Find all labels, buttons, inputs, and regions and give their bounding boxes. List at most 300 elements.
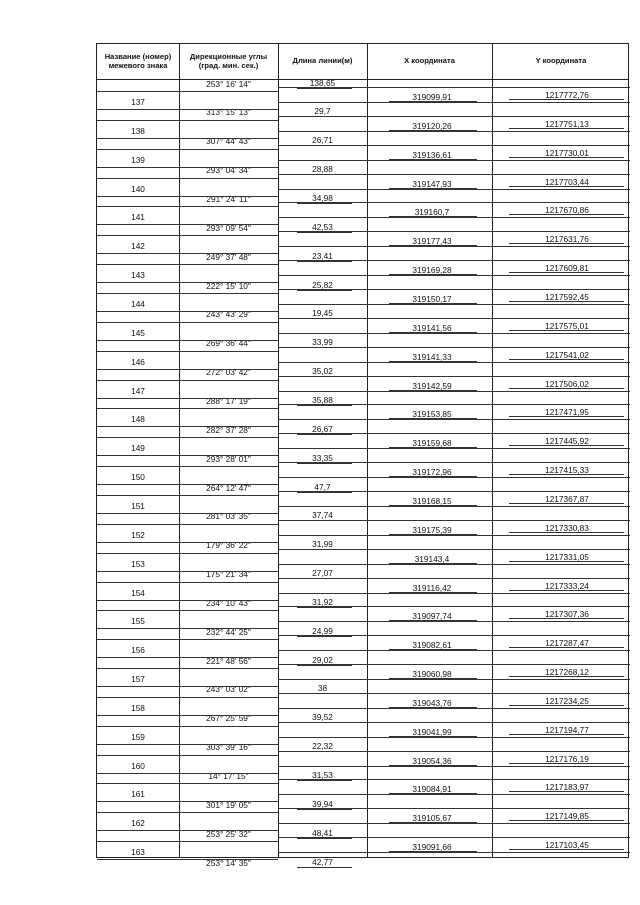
row-divider bbox=[278, 448, 630, 449]
coord-rule bbox=[509, 734, 624, 735]
row-divider bbox=[278, 246, 630, 247]
coord-rule bbox=[389, 332, 477, 333]
point-y: 1217445,92 bbox=[545, 436, 589, 447]
point-x: 319160,7 bbox=[414, 207, 450, 218]
segment-length: 26,67 bbox=[312, 423, 333, 434]
segment-angle: 293° 28' 01" bbox=[206, 453, 251, 464]
segment-angle: 253° 25' 32" bbox=[206, 828, 251, 839]
row-divider bbox=[97, 466, 278, 467]
row-divider bbox=[97, 322, 278, 323]
row-divider bbox=[97, 859, 278, 860]
row-divider bbox=[278, 202, 630, 203]
row-divider bbox=[97, 686, 278, 687]
row-divider bbox=[97, 600, 278, 601]
segment-length: 33,99 bbox=[312, 337, 333, 348]
point-y: 1217631,76 bbox=[545, 234, 589, 245]
coord-rule bbox=[389, 159, 477, 160]
row-divider bbox=[278, 635, 630, 636]
point-number: 154 bbox=[131, 587, 145, 598]
point-number: 152 bbox=[131, 529, 145, 540]
row-divider bbox=[278, 189, 630, 190]
segment-length: 19,45 bbox=[312, 308, 333, 319]
header-x: X координата bbox=[404, 56, 455, 66]
coord-rule bbox=[509, 590, 624, 591]
point-x: 319116,42 bbox=[412, 582, 452, 593]
row-divider bbox=[97, 206, 278, 207]
coord-rule bbox=[509, 186, 624, 187]
row-divider bbox=[278, 491, 630, 492]
row-divider bbox=[278, 289, 630, 290]
segment-angle: 288° 17' 19" bbox=[206, 395, 251, 406]
segment-length: 22,32 bbox=[312, 741, 333, 752]
point-number: 161 bbox=[131, 789, 145, 800]
row-divider bbox=[278, 217, 630, 218]
column-divider bbox=[492, 44, 493, 857]
row-divider bbox=[97, 293, 278, 294]
row-divider bbox=[278, 823, 630, 824]
segment-length: 23,41 bbox=[312, 250, 333, 261]
point-number: 145 bbox=[131, 327, 145, 338]
point-x: 319097,74 bbox=[412, 611, 452, 622]
row-divider bbox=[278, 116, 630, 117]
coord-rule bbox=[389, 707, 477, 708]
row-divider bbox=[278, 347, 630, 348]
coord-rule bbox=[509, 243, 624, 244]
row-divider bbox=[97, 495, 278, 496]
coord-rule bbox=[389, 274, 477, 275]
coord-rule bbox=[389, 390, 477, 391]
row-divider bbox=[97, 697, 278, 698]
point-x: 319141,56 bbox=[412, 322, 452, 333]
row-divider bbox=[97, 755, 278, 756]
row-divider bbox=[97, 773, 278, 774]
row-divider bbox=[97, 783, 278, 784]
coord-rule bbox=[389, 245, 477, 246]
point-y: 1217287,47 bbox=[545, 638, 589, 649]
segment-angle: 291° 24' 11" bbox=[206, 194, 251, 204]
header-length: Длина линии(м) bbox=[292, 56, 353, 66]
row-divider bbox=[97, 726, 278, 727]
segment-length: 31,92 bbox=[312, 596, 333, 607]
point-number: 155 bbox=[131, 616, 145, 627]
point-x: 319041,99 bbox=[412, 726, 452, 737]
row-divider bbox=[278, 779, 630, 780]
segment-length: 28,88 bbox=[312, 164, 333, 175]
segment-angle: 264° 12' 47" bbox=[206, 482, 251, 493]
row-divider bbox=[278, 751, 630, 752]
segment-angle: 307° 44' 43" bbox=[206, 136, 251, 147]
point-y: 1217575,01 bbox=[545, 320, 589, 331]
row-divider bbox=[278, 621, 630, 622]
segment-length: 35,88 bbox=[312, 394, 333, 405]
row-divider bbox=[97, 437, 278, 438]
coord-rule bbox=[389, 505, 477, 506]
coord-rule bbox=[509, 705, 624, 706]
point-y: 1217592,45 bbox=[545, 292, 589, 302]
row-divider bbox=[278, 131, 630, 132]
row-divider bbox=[97, 224, 278, 225]
point-y: 1217194,77 bbox=[545, 724, 589, 735]
point-y: 1217415,33 bbox=[545, 465, 589, 476]
coord-rule bbox=[509, 647, 624, 648]
point-x: 319177,43 bbox=[412, 236, 452, 247]
point-y: 1217367,87 bbox=[545, 493, 589, 504]
point-x: 319084,91 bbox=[412, 784, 452, 795]
segment-length: 25,82 bbox=[312, 279, 333, 290]
row-divider bbox=[97, 812, 278, 813]
segment-rule bbox=[297, 867, 352, 868]
segment-angle: 253° 14' 35" bbox=[206, 857, 251, 868]
point-number: 138 bbox=[131, 125, 145, 136]
row-divider bbox=[97, 398, 278, 399]
segment-angle: 293° 09' 54" bbox=[206, 222, 251, 233]
row-divider bbox=[278, 737, 630, 738]
point-y: 1217268,12 bbox=[545, 667, 589, 677]
coord-rule bbox=[509, 301, 624, 302]
point-number: 146 bbox=[131, 356, 145, 367]
segment-angle: 269° 36' 44" bbox=[206, 338, 251, 349]
point-y: 1217103,45 bbox=[545, 840, 589, 851]
row-divider bbox=[278, 404, 630, 405]
row-divider bbox=[278, 174, 630, 175]
coord-rule bbox=[389, 563, 477, 564]
header-angle: Дирекционные углы (град. мин. сек.) bbox=[189, 52, 268, 70]
segment-angle: 232° 44' 25" bbox=[206, 626, 251, 637]
row-divider bbox=[278, 477, 630, 478]
row-divider bbox=[97, 582, 278, 583]
coord-rule bbox=[509, 157, 624, 158]
segment-angle: 303° 39' 16" bbox=[206, 742, 251, 753]
row-divider bbox=[97, 715, 278, 716]
coord-rule bbox=[509, 532, 624, 533]
point-number: 144 bbox=[131, 299, 145, 309]
point-y: 1217333,24 bbox=[545, 580, 589, 591]
row-divider bbox=[278, 578, 630, 579]
coord-rule bbox=[509, 561, 624, 562]
row-divider bbox=[97, 455, 278, 456]
coord-rule bbox=[389, 303, 477, 304]
row-divider bbox=[97, 264, 278, 265]
segment-angle: 253° 16' 14" bbox=[206, 78, 251, 89]
row-divider bbox=[97, 282, 278, 283]
row-divider bbox=[278, 808, 630, 809]
row-divider bbox=[97, 408, 278, 409]
row-divider bbox=[97, 657, 278, 658]
coord-rule bbox=[509, 214, 624, 215]
segment-angle: 243° 03' 02" bbox=[206, 684, 251, 695]
row-divider bbox=[278, 433, 630, 434]
row-divider bbox=[97, 524, 278, 525]
row-divider bbox=[278, 535, 630, 536]
row-divider bbox=[278, 304, 630, 305]
segment-length: 48,41 bbox=[312, 827, 333, 838]
coord-rule bbox=[509, 503, 624, 504]
coord-rule bbox=[509, 388, 624, 389]
row-divider bbox=[97, 351, 278, 352]
point-number: 162 bbox=[131, 818, 145, 829]
coord-rule bbox=[509, 763, 624, 764]
point-x: 319172,96 bbox=[412, 467, 452, 478]
point-number: 156 bbox=[131, 645, 145, 656]
row-divider bbox=[97, 668, 278, 669]
point-number: 151 bbox=[131, 500, 145, 511]
segment-length: 37,74 bbox=[312, 510, 333, 521]
point-x: 319153,85 bbox=[412, 409, 452, 420]
coordinate-table bbox=[96, 43, 629, 868]
point-y: 1217670,86 bbox=[545, 205, 589, 216]
coord-rule bbox=[509, 128, 624, 129]
segment-length: 35,02 bbox=[312, 366, 333, 377]
point-number: 149 bbox=[131, 443, 145, 454]
segment-length: 47,7 bbox=[314, 481, 331, 492]
row-divider bbox=[278, 593, 630, 594]
row-divider bbox=[278, 333, 630, 334]
row-divider bbox=[278, 693, 630, 694]
row-divider bbox=[278, 391, 630, 392]
coord-rule bbox=[389, 447, 477, 448]
row-divider bbox=[278, 462, 630, 463]
point-number: 157 bbox=[131, 674, 145, 684]
row-divider bbox=[278, 102, 630, 103]
coord-rule bbox=[389, 534, 477, 535]
row-divider bbox=[97, 639, 278, 640]
row-divider bbox=[278, 549, 630, 550]
coord-rule bbox=[389, 649, 477, 650]
row-divider bbox=[278, 722, 630, 723]
point-x: 319150,17 bbox=[412, 294, 452, 304]
segment-angle: 272° 03' 42" bbox=[206, 367, 251, 378]
point-x: 319169,28 bbox=[412, 265, 452, 276]
point-number: 139 bbox=[131, 154, 145, 165]
coord-rule bbox=[509, 445, 624, 446]
segment-length: 38 bbox=[317, 683, 328, 694]
row-divider bbox=[97, 513, 278, 514]
point-x: 319175,39 bbox=[412, 524, 452, 535]
point-x: 319054,36 bbox=[412, 755, 452, 766]
segment-length: 27,07 bbox=[312, 568, 333, 578]
row-divider bbox=[278, 318, 630, 319]
segment-angle: 175° 21' 34" bbox=[206, 569, 251, 579]
coord-rule bbox=[389, 361, 477, 362]
row-divider bbox=[97, 830, 278, 831]
row-divider bbox=[97, 253, 278, 254]
row-divider bbox=[97, 149, 278, 150]
header-name: Название (номер) межевого знака bbox=[104, 52, 172, 70]
segment-length: 39,52 bbox=[312, 712, 333, 723]
point-y: 1217541,02 bbox=[545, 349, 589, 360]
segment-angle: 301° 19' 05" bbox=[206, 799, 251, 810]
point-y: 1217471,95 bbox=[545, 407, 589, 418]
row-divider bbox=[97, 744, 278, 745]
coord-rule bbox=[389, 476, 477, 477]
point-number: 143 bbox=[131, 270, 145, 281]
point-x: 319147,93 bbox=[412, 178, 452, 189]
segment-length: 42,53 bbox=[312, 221, 333, 232]
point-y: 1217234,25 bbox=[545, 695, 589, 706]
point-x: 319120,26 bbox=[412, 120, 452, 131]
row-divider bbox=[97, 610, 278, 611]
row-divider bbox=[97, 120, 278, 121]
point-y: 1217307,36 bbox=[545, 609, 589, 620]
segment-length: 33,35 bbox=[312, 452, 333, 463]
coord-rule bbox=[509, 474, 624, 475]
segment-angle: 282° 37' 28" bbox=[206, 424, 251, 435]
coord-rule bbox=[389, 188, 477, 189]
row-divider bbox=[97, 571, 278, 572]
row-divider bbox=[278, 606, 630, 607]
row-divider bbox=[97, 167, 278, 168]
point-y: 1217506,02 bbox=[545, 378, 589, 389]
segment-angle: 14° 17' 15" bbox=[208, 771, 249, 781]
segment-length: 31,53 bbox=[312, 770, 333, 780]
row-divider bbox=[97, 380, 278, 381]
coord-rule bbox=[389, 736, 477, 737]
point-y: 1217176,19 bbox=[545, 753, 589, 764]
column-divider bbox=[367, 44, 368, 857]
segment-angle: 281° 03' 35" bbox=[206, 511, 251, 522]
segment-angle: 179° 36' 22" bbox=[206, 540, 251, 551]
row-divider bbox=[97, 311, 278, 312]
segment-length: 24,99 bbox=[312, 625, 333, 636]
row-divider bbox=[278, 160, 630, 161]
row-divider bbox=[97, 340, 278, 341]
coord-rule bbox=[509, 272, 624, 273]
row-divider bbox=[278, 260, 630, 261]
point-number: 160 bbox=[131, 760, 145, 771]
point-x: 319141,33 bbox=[412, 351, 452, 362]
coord-rule bbox=[509, 676, 624, 677]
point-number: 148 bbox=[131, 414, 145, 425]
point-y: 1217772,76 bbox=[545, 90, 589, 100]
coord-rule bbox=[389, 851, 477, 852]
point-number: 150 bbox=[131, 472, 145, 483]
row-divider bbox=[278, 506, 630, 507]
row-divider bbox=[97, 801, 278, 802]
coord-rule bbox=[509, 820, 624, 821]
point-number: 141 bbox=[131, 212, 145, 223]
row-divider bbox=[278, 852, 630, 853]
point-x: 319043,76 bbox=[412, 697, 452, 708]
coord-rule bbox=[389, 678, 477, 679]
row-divider bbox=[278, 362, 630, 363]
point-y: 1217730,01 bbox=[545, 147, 589, 158]
point-number: 147 bbox=[131, 385, 145, 396]
point-x: 319142,59 bbox=[412, 380, 452, 391]
point-number: 140 bbox=[131, 183, 145, 194]
point-x: 319091,66 bbox=[412, 842, 452, 853]
coord-rule bbox=[509, 791, 624, 792]
row-divider bbox=[278, 650, 630, 651]
coord-rule bbox=[509, 330, 624, 331]
point-number: 163 bbox=[131, 847, 145, 858]
row-divider bbox=[278, 275, 630, 276]
row-divider bbox=[278, 794, 630, 795]
point-y: 1217330,83 bbox=[545, 522, 589, 533]
segment-length: 29,02 bbox=[312, 654, 333, 665]
row-divider bbox=[97, 196, 278, 197]
segment-length: 26,71 bbox=[312, 135, 333, 146]
point-number: 137 bbox=[131, 97, 145, 107]
row-divider bbox=[97, 91, 278, 92]
row-divider bbox=[278, 664, 630, 665]
segment-angle: 267° 25' 59" bbox=[206, 713, 251, 724]
segment-length: 39,94 bbox=[312, 798, 333, 809]
point-x: 319099,91 bbox=[412, 92, 452, 102]
row-divider bbox=[278, 231, 630, 232]
row-divider bbox=[278, 145, 630, 146]
row-divider bbox=[97, 369, 278, 370]
segment-angle: 249° 37' 48" bbox=[206, 251, 251, 262]
row-divider bbox=[97, 628, 278, 629]
point-number: 142 bbox=[131, 241, 145, 252]
coord-rule bbox=[509, 618, 624, 619]
row-divider bbox=[97, 426, 278, 427]
point-x: 319060,98 bbox=[412, 669, 452, 679]
point-x: 319168,15 bbox=[412, 495, 452, 506]
row-divider bbox=[278, 708, 630, 709]
segment-length: 42,77 bbox=[312, 856, 333, 867]
coord-rule bbox=[389, 822, 477, 823]
point-x: 319105,67 bbox=[412, 813, 452, 824]
row-divider bbox=[97, 484, 278, 485]
row-divider bbox=[278, 419, 630, 420]
point-y: 1217751,13 bbox=[545, 118, 589, 129]
row-divider bbox=[97, 138, 278, 139]
point-y: 1217149,85 bbox=[545, 811, 589, 822]
segment-angle: 221° 48' 56" bbox=[206, 655, 251, 666]
row-divider bbox=[278, 520, 630, 521]
segment-length: 29,7 bbox=[314, 106, 331, 117]
segment-length: 31,99 bbox=[312, 539, 333, 550]
point-y: 1217331,05 bbox=[545, 551, 589, 562]
segment-length: 138,65 bbox=[309, 77, 336, 88]
coord-rule bbox=[509, 416, 624, 417]
header-y: Y координата bbox=[535, 56, 587, 66]
row-divider bbox=[97, 178, 278, 179]
coord-rule bbox=[389, 592, 477, 593]
coord-rule bbox=[389, 765, 477, 766]
row-divider bbox=[97, 841, 278, 842]
point-x: 319159,68 bbox=[412, 438, 452, 449]
row-divider bbox=[278, 564, 630, 565]
segment-angle: 293° 04' 34" bbox=[206, 165, 251, 176]
coord-rule bbox=[389, 418, 477, 419]
point-y: 1217183,97 bbox=[545, 782, 589, 793]
row-divider bbox=[278, 376, 630, 377]
point-x: 319082,61 bbox=[412, 640, 452, 651]
point-number: 159 bbox=[131, 731, 145, 742]
coord-rule bbox=[389, 101, 477, 102]
row-divider bbox=[97, 109, 278, 110]
coord-rule bbox=[509, 849, 624, 850]
point-number: 158 bbox=[131, 702, 145, 713]
segment-angle: 243° 43' 29" bbox=[206, 309, 251, 320]
coord-rule bbox=[509, 359, 624, 360]
coord-rule bbox=[389, 130, 477, 131]
point-x: 319143,4 bbox=[414, 553, 450, 564]
point-number: 153 bbox=[131, 558, 145, 569]
coord-rule bbox=[389, 793, 477, 794]
coord-rule bbox=[389, 620, 477, 621]
coord-rule bbox=[509, 99, 624, 100]
segment-angle: 313° 15' 13" bbox=[206, 107, 251, 118]
point-y: 1217703,44 bbox=[545, 176, 589, 187]
segment-angle: 234° 10' 43" bbox=[206, 597, 251, 608]
row-divider bbox=[97, 553, 278, 554]
row-divider bbox=[97, 542, 278, 543]
row-divider bbox=[278, 87, 630, 88]
row-divider bbox=[278, 837, 630, 838]
